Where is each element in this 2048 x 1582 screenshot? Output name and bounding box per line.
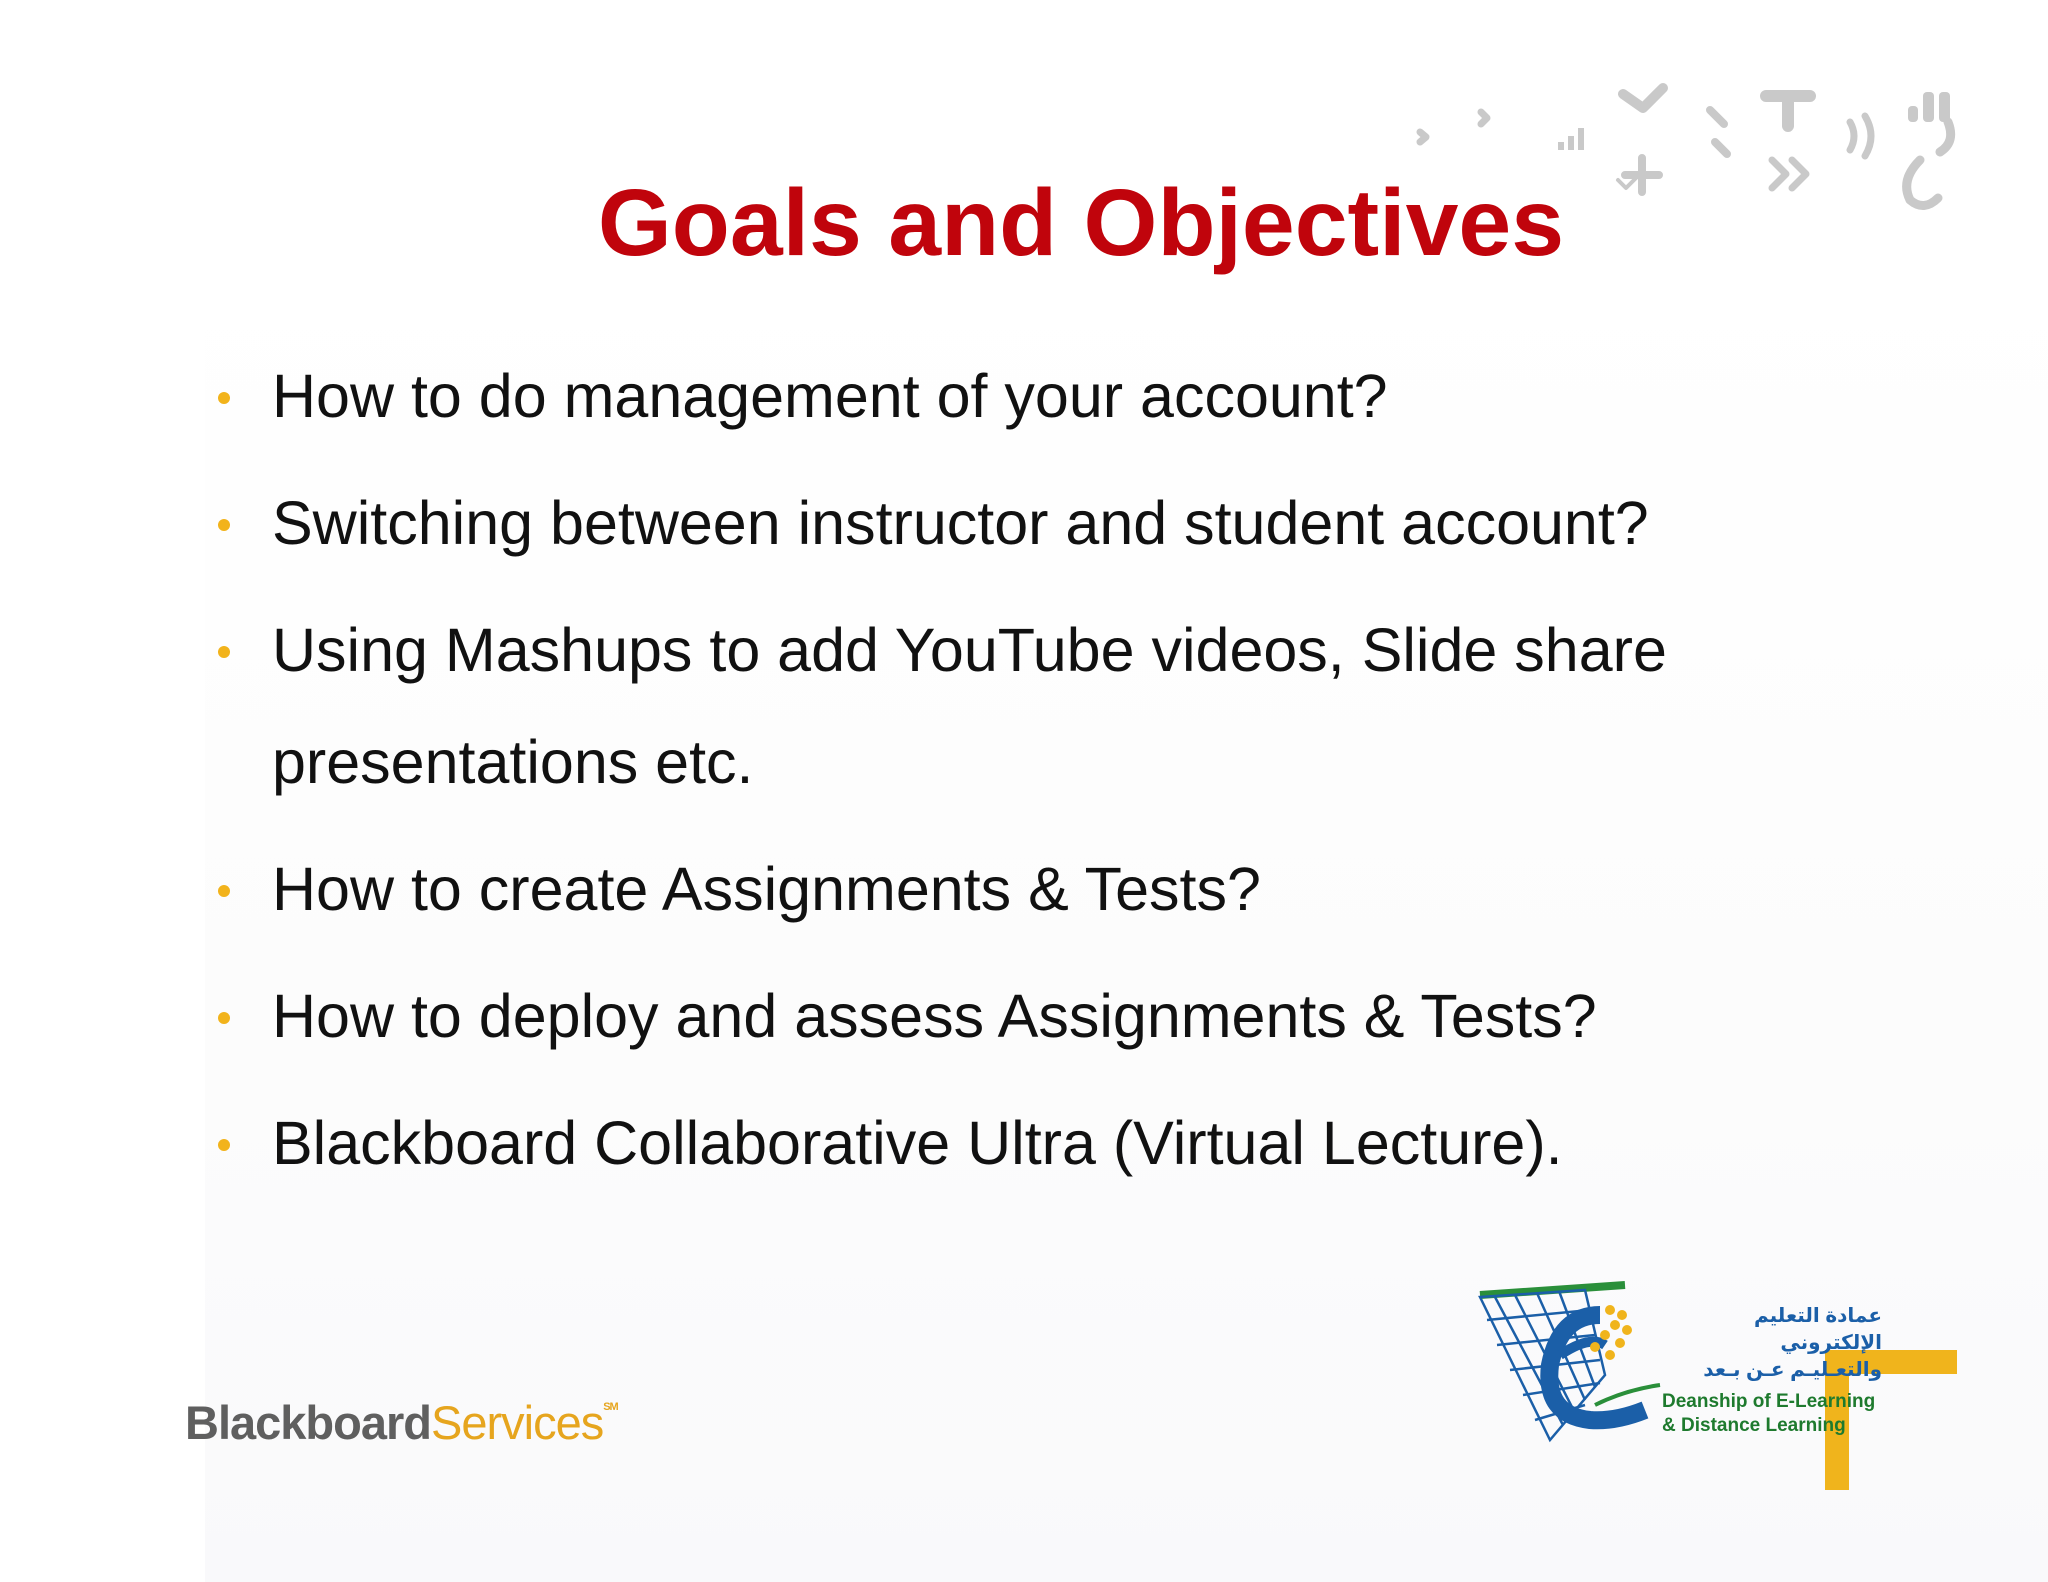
chevron-right-icon (1481, 112, 1487, 124)
blackboard-services-logo (185, 1395, 618, 1450)
bars-icon (1908, 106, 1918, 122)
deanship-english-line-1: Deanship of E-Learning (1662, 1391, 1876, 1412)
list-item (218, 1087, 1778, 1199)
list-item (218, 340, 1778, 452)
objectives-list (218, 340, 1778, 1214)
bullet-dot-icon (218, 646, 230, 658)
slide-title: Goals and Objectives (597, 170, 1565, 276)
list-item-text: Blackboard Collaborative Ultra (Virtual Lecture). (272, 1109, 1563, 1177)
signal-bars-icon (1558, 142, 1564, 150)
check-icon (1623, 88, 1663, 108)
list-item-text: How to do management of your account? (272, 362, 1388, 430)
service-mark: SM (603, 1401, 618, 1413)
deanship-english-line-2: & Distance Learning (1662, 1415, 1846, 1436)
elearning-e-logo-icon (1475, 1275, 1665, 1445)
logo-word-services: Services (430, 1396, 604, 1449)
deanship-arabic-line-2: والتعـليـم عـن بـعد (1703, 1359, 1882, 1381)
deanship-arabic-line-1: عمادة التعليم الإلكتروني (1753, 1305, 1882, 1354)
sound-wave-icon (1850, 116, 1871, 156)
list-item (218, 594, 1772, 818)
list-item (218, 833, 1778, 945)
bullet-dot-icon (218, 885, 230, 897)
bullet-dot-icon (218, 1012, 230, 1024)
deanship-logo-text (1662, 1303, 1882, 1438)
list-item (218, 960, 1778, 1072)
bullet-dot-icon (218, 1139, 230, 1151)
list-item-text: How to deploy and assess Assignments & Tests? (272, 982, 1597, 1050)
list-item (218, 467, 1778, 579)
list-item-text: Switching between instructor and student account? (272, 489, 1649, 557)
arrows-icon (1710, 110, 1727, 154)
chevron-right-icon (1420, 132, 1426, 142)
text-t-icon (1766, 96, 1810, 126)
bullet-dot-icon (218, 519, 230, 531)
list-item-text: Using Mashups to add YouTube videos, Slide share presentations etc. (272, 616, 1667, 796)
logo-word-blackboard: Blackboard (185, 1396, 431, 1449)
list-item-text: How to create Assignments & Tests? (272, 855, 1261, 923)
bullet-dot-icon (218, 392, 230, 404)
